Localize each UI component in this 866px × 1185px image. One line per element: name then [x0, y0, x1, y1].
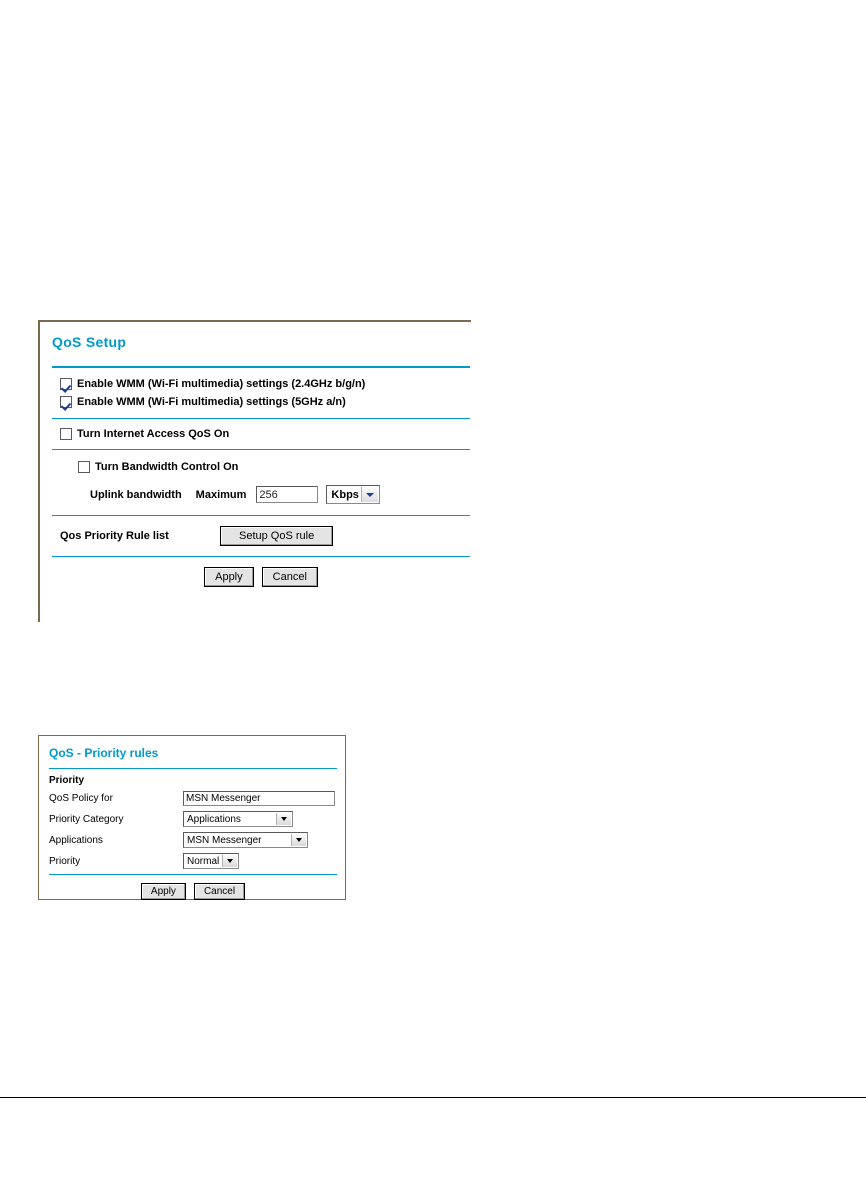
apply-button[interactable]: Apply [204, 567, 254, 587]
priority-category-label: Priority Category [49, 813, 124, 825]
priority-category-value: Applications [187, 813, 241, 825]
applications-select[interactable] [183, 832, 308, 848]
qos-policy-for-input[interactable] [183, 791, 335, 806]
internet-qos-checkbox[interactable] [60, 428, 72, 440]
bandwidth-control-checkbox[interactable] [78, 461, 90, 473]
applications-value: MSN Messenger [187, 834, 262, 846]
priority-rules-actions [49, 875, 337, 900]
wmm-24ghz-checkbox[interactable] [60, 378, 72, 390]
priority-rule-list-row [52, 516, 471, 556]
chevron-down-icon[interactable] [361, 487, 378, 502]
qos-setup-actions [52, 557, 470, 587]
page-title: QoS Setup [52, 334, 127, 350]
applications-label: Applications [49, 834, 103, 846]
cancel-button[interactable]: Cancel [194, 883, 245, 900]
chevron-down-icon[interactable] [276, 813, 291, 825]
chevron-down-icon[interactable] [222, 855, 237, 867]
uplink-maximum-input[interactable] [256, 486, 318, 503]
divider [49, 768, 337, 769]
priority-value: Normal [187, 855, 220, 867]
wmm-5ghz-checkbox[interactable] [60, 396, 72, 408]
bandwidth-control-group [52, 450, 471, 515]
priority-category-row [49, 811, 335, 827]
chevron-down-icon[interactable] [291, 834, 306, 846]
internet-qos-row[interactable] [60, 428, 471, 440]
uplink-bandwidth-row [90, 485, 471, 504]
wmm-24ghz-row[interactable] [60, 378, 471, 390]
setup-qos-rule-button[interactable]: Setup QoS rule [220, 526, 333, 546]
internet-qos-group [52, 419, 471, 449]
wmm-settings-group [52, 368, 471, 418]
uplink-bandwidth-label: Uplink bandwidth [90, 488, 182, 501]
uplink-unit-select[interactable] [326, 485, 380, 504]
footer-divider [0, 1097, 866, 1098]
cancel-button[interactable]: Cancel [262, 567, 318, 587]
bandwidth-control-row[interactable] [78, 461, 471, 473]
qos-policy-for-row [49, 791, 335, 806]
priority-select[interactable] [183, 853, 239, 869]
bandwidth-control-label: Turn Bandwidth Control On [95, 461, 239, 473]
uplink-unit-value: Kbps [331, 488, 359, 501]
applications-row [49, 832, 335, 848]
wmm-5ghz-row[interactable] [60, 396, 471, 408]
priority-section-label: Priority [49, 775, 85, 786]
internet-qos-label: Turn Internet Access QoS On [77, 428, 230, 440]
qos-setup-panel [38, 320, 471, 622]
priority-category-select[interactable] [183, 811, 293, 827]
maximum-label: Maximum [195, 488, 247, 501]
priority-rules-panel [38, 735, 346, 900]
priority-row [49, 853, 335, 869]
apply-button[interactable]: Apply [141, 883, 186, 900]
priority-rule-list-label: Qos Priority Rule list [60, 530, 169, 542]
wmm-5ghz-label: Enable WMM (Wi-Fi multimedia) settings (5GHz a/n) [77, 396, 346, 408]
wmm-24ghz-label: Enable WMM (Wi-Fi multimedia) settings (2.4GHz b/g/n) [77, 378, 366, 390]
priority-label: Priority [49, 855, 81, 867]
priority-rules-title: QoS - Priority rules [49, 746, 159, 760]
qos-policy-for-label: QoS Policy for [49, 793, 113, 804]
